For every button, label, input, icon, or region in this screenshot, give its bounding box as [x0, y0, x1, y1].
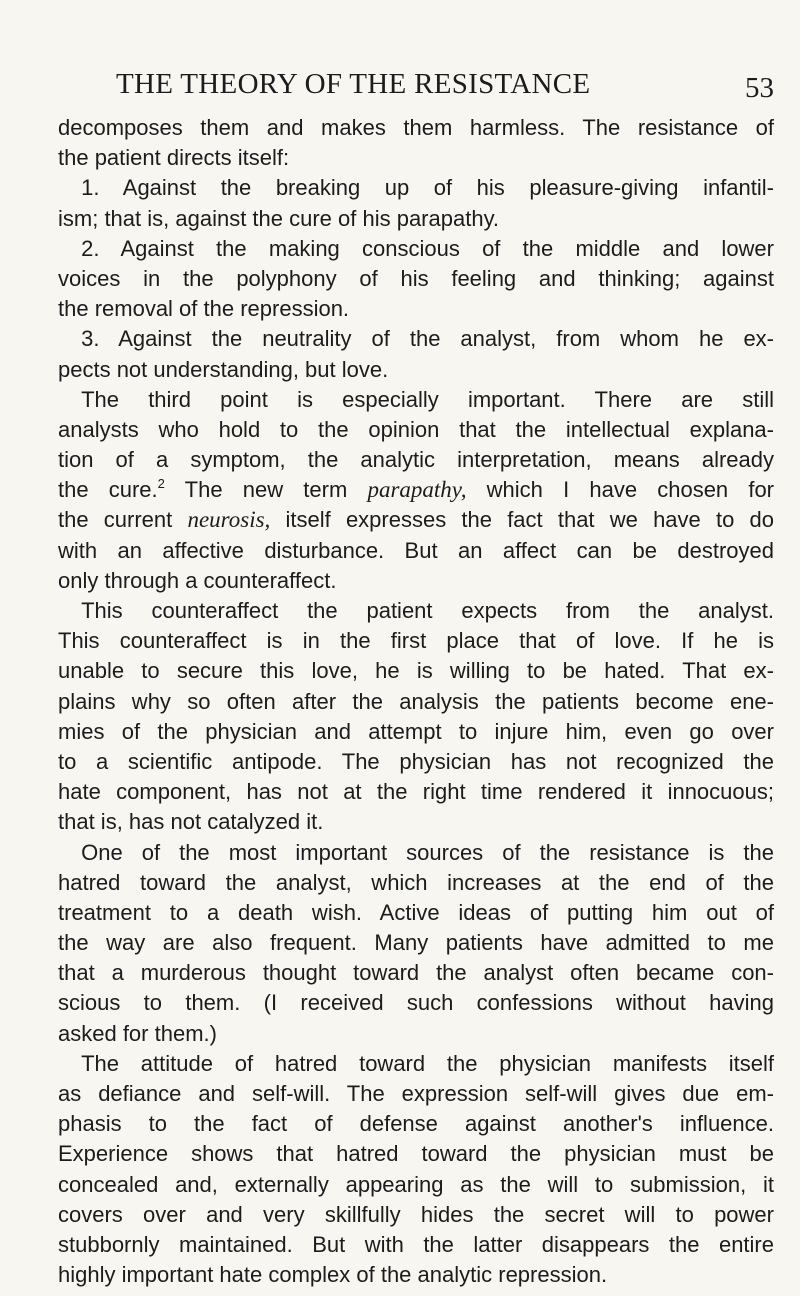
text-line: mies of the physician and attempt to injure him, even go over — [58, 718, 774, 744]
body-text — [58, 113, 774, 1290]
text-line: the way are also frequent. Many patients have admitted to me — [58, 930, 774, 956]
text-line: The attitude of hatred toward the physician manifests itself — [81, 1050, 774, 1076]
text-line: tion of a symptom, the analytic interpretation, means already — [58, 447, 774, 473]
footnote-marker[interactable]: 2 — [157, 476, 165, 492]
text-line: plains why so often after the analysis the patients become ene- — [58, 688, 774, 714]
text-line-mixed — [58, 475, 774, 505]
text-line: only through a counteraffect. — [58, 567, 337, 593]
italic-term: neurosis, — [187, 507, 271, 533]
text-line: scious to them. (I received such confessions without having — [58, 990, 774, 1016]
running-title: THE THEORY OF THE RESISTANCE — [116, 68, 591, 100]
text-line: One of the most important sources of the resistance is the — [81, 839, 774, 865]
text-line: concealed and, externally appearing as the will to submission, it — [58, 1171, 774, 1197]
text-run: the current — [58, 507, 188, 533]
text-line: the removal of the repression. — [58, 296, 350, 322]
text-line: as defiance and self-will. The expression self-will gives due em- — [58, 1081, 774, 1106]
text-line: decomposes them and makes them harmless. The resistance of — [58, 115, 774, 140]
text-line: hatred toward the analyst, which increases at the end of the — [58, 869, 774, 895]
text-line: unable to secure this love, he is willing to be hated. That ex- — [58, 658, 774, 684]
text-line: 3. Against the neutrality of the analyst, from whom he ex- — [81, 326, 774, 352]
text-line: The third point is especially important. There are still — [81, 386, 774, 412]
text-line: phasis to the fact of defense against another's influence. — [58, 1111, 774, 1137]
text-line: Experience shows that hatred toward the physician must be — [58, 1141, 774, 1167]
text-line: to a scientific antipode. The physician has not recognized the — [58, 748, 774, 774]
text-line: This counteraffect the patient expects from the analyst. — [81, 598, 774, 623]
text-line: 2. Against the making conscious of the middle and lower — [81, 235, 774, 261]
text-line: This counteraffect is in the first place that of love. If he is — [58, 628, 774, 654]
italic-term: parapathy, — [367, 477, 467, 503]
page-number: 53 — [745, 72, 774, 104]
text-line: treatment to a death wish. Active ideas of putting him out of — [58, 899, 774, 925]
text-line-mixed — [58, 505, 774, 535]
text-line: covers over and very skillfully hides the secret will to power — [58, 1201, 774, 1227]
text-line: 1. Against the breaking up of his pleasure-giving infantil- — [81, 175, 774, 201]
text-line: the patient directs itself: — [58, 145, 290, 171]
text-line: with an affective disturbance. But an affect can be destroyed — [58, 537, 774, 563]
text-line: that a murderous thought toward the analyst often became con- — [58, 960, 774, 986]
text-line: pects not understanding, but love. — [58, 356, 389, 382]
text-line: highly important hate complex of the analytic repression. — [58, 1262, 608, 1288]
text-line: ism; that is, against the cure of his parapathy. — [58, 205, 500, 231]
text-line: that is, has not catalyzed it. — [58, 809, 324, 835]
text-run: the cure. — [58, 477, 158, 503]
text-run: itself expresses the fact that we have to do — [270, 507, 774, 533]
text-line: analysts who hold to the opinion that the intellectual explana- — [58, 416, 774, 442]
text-run: The new term — [164, 477, 368, 503]
text-run: which I have chosen for — [466, 477, 774, 503]
text-line: asked for them.) — [58, 1020, 217, 1046]
running-head — [116, 66, 774, 106]
text-line: hate component, has not at the right time rendered it innocuous; — [58, 779, 774, 805]
text-line: voices in the polyphony of his feeling and thinking; against — [58, 265, 774, 291]
text-line: stubbornly maintained. But with the latter disappears the entire — [58, 1231, 774, 1257]
